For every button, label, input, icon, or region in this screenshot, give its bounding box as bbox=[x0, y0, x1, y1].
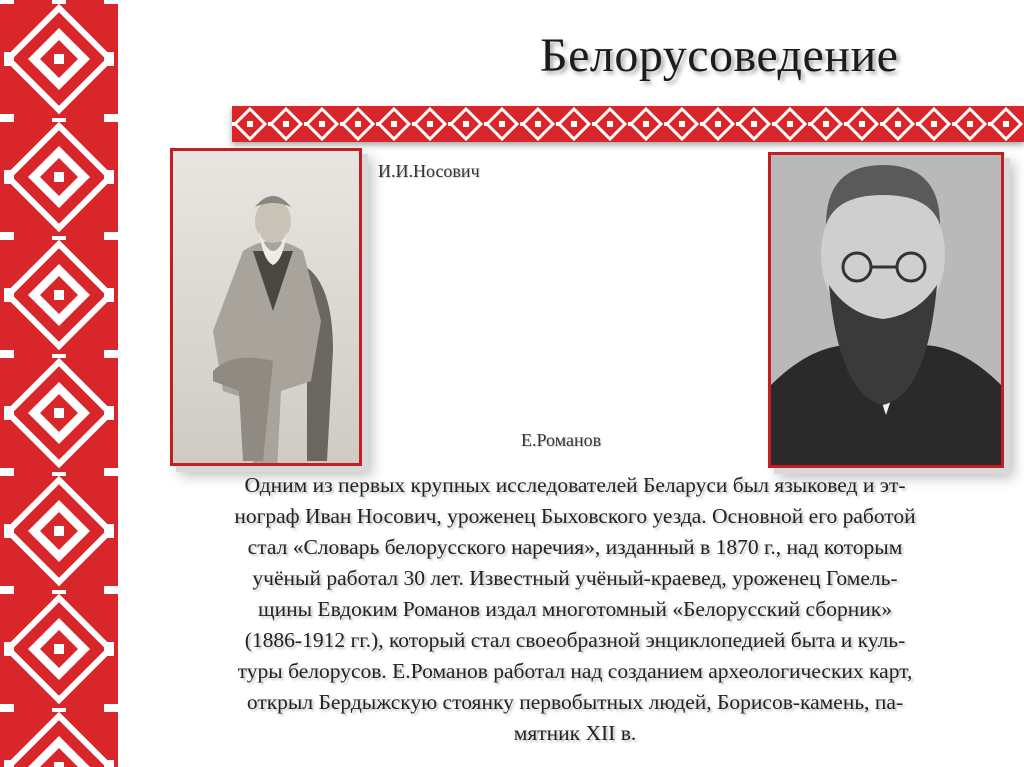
slide-title: Белорусоведение bbox=[540, 29, 899, 82]
ornament-band bbox=[232, 106, 1024, 142]
body-line: (1886-1912 гг.), который стал своеобразной энциклопедией быта и куль- bbox=[244, 628, 906, 652]
caption-romanov: Е.Романов bbox=[521, 430, 602, 450]
body-line: туры белорусов. Е.Романов работал над созданием археологических карт, bbox=[237, 659, 913, 683]
body-line: стал «Словарь белорусского наречия», изданный в 1870 г., над которым bbox=[247, 535, 903, 559]
body-line: учёный работал 30 лет. Известный учёный-краевед, уроженец Гомель- bbox=[252, 566, 898, 590]
caption-nosovich: И.И.Носович bbox=[378, 161, 480, 181]
body-line: Одним из первых крупных исследователей Беларуси был языковед и эт- bbox=[244, 473, 906, 497]
portrait-nosovich bbox=[170, 148, 362, 466]
body-line: мятник XII в. bbox=[513, 721, 637, 745]
body-line: открыл Бердыжскую стоянку первобытных людей, Борисов-камень, па- bbox=[246, 690, 904, 714]
body-text bbox=[140, 470, 1010, 749]
body-line: нограф Иван Носович, уроженец Быховского уезда. Основной его работой bbox=[234, 504, 916, 528]
portrait-romanov bbox=[768, 152, 1004, 468]
ornament-border-left bbox=[0, 0, 118, 767]
body-line: щины Евдоким Романов издал многотомный «Белорусский сборник» bbox=[258, 597, 892, 621]
